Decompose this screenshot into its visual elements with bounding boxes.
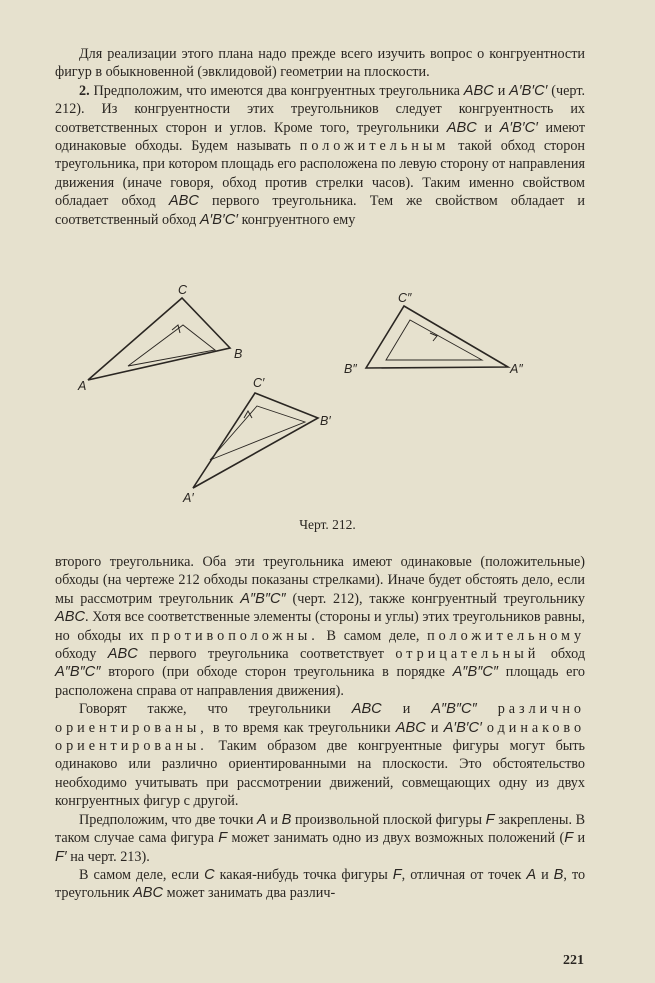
p4-c: Таким образом две конгруентные фигуры могут быть одинаково или различно ориентированными на плоскости. Это обстоятельство необходимо учитывать при рассмотрении движений, совмещающих одну из двух конгруентных фигур с другой. <box>55 738 585 810</box>
paragraph-6: В самом деле, если C какая-нибудь точка фигуры F, отличная от точек A и B, то треугольник ABC может занимать два различ- <box>55 866 586 902</box>
label-C: C <box>178 283 188 297</box>
p4-abc: ABC <box>351 701 382 718</box>
p4-different-spaced: различно ориентированы, <box>55 701 586 736</box>
p5-F: F <box>485 811 495 828</box>
triangle-a2b2c2 <box>366 306 508 368</box>
p3-abc2-3: A″B″C″ <box>452 664 499 681</box>
p6-C: C <box>204 866 215 883</box>
p5-and: и <box>270 811 278 828</box>
p6-F: F <box>392 866 402 883</box>
label-B1: B′ <box>320 414 331 428</box>
p2-and: и <box>497 82 506 99</box>
p5-e: на черт. 213). <box>70 848 150 865</box>
p4-abc2: A″B″C″ <box>431 701 477 718</box>
p6-d: то треугольник <box>55 866 586 902</box>
p5-b: произвольной плоской фигуры <box>294 811 483 828</box>
p3-b: (черт. 212), также конгруентный треугольнику <box>292 590 586 607</box>
p5-F-2: F <box>218 830 228 847</box>
p3-abc: ABC <box>55 609 86 626</box>
p6-B: B <box>553 866 564 883</box>
p4-a: Говорят также, что треугольники <box>79 701 331 718</box>
p2-abc: ABC <box>463 82 494 99</box>
p3-abc2: A″B″C″ <box>240 590 286 607</box>
label-B: B <box>234 347 243 361</box>
p3-f: первого треугольника соответствует <box>149 646 384 663</box>
paragraph-3: второго треугольника. Оба эти треугольника имеют одинаковые (положительные) обходы (на чертеже 212 обходы показаны стрелками). Иначе будет обстоять дело, если мы рассмотрим треугольник A″B″C″ (черт. 212), также конгруентный треугольнику ABC. Хотя все соответственные элементы (стороны и углы) этих треугольников равны, но обходы их противоположны. В самом деле, положительному обходу ABC первого треугольника соответствует отрицательный обход A″B″C″ второго (при обходе сторон треугольника в порядке A″B″C″ площадь его расположена справа от направления движения). <box>55 554 586 699</box>
section-number: 2. <box>79 82 90 99</box>
p5-F-3: F <box>564 830 574 847</box>
p2-abc1: A′B′C′ <box>509 82 548 99</box>
p6-A: A <box>526 866 537 883</box>
figure-caption: Черт. 212. <box>299 517 356 532</box>
p3-negative-spaced: отрицательный <box>395 646 540 663</box>
p2-c: имеют одинаковые обходы. Будем называть <box>55 119 586 155</box>
p2-abc1-3: A′B′C′ <box>199 211 239 228</box>
p3-i: площадь его расположена справа от направления движения). <box>55 664 586 699</box>
paragraph-2 <box>55 82 585 229</box>
p5-B: B <box>281 811 292 828</box>
p2-f: конгруентного ему <box>241 211 356 228</box>
p3-a: второго треугольника. Оба эти треугольника имеют одинаковые (положительные) обходы (на чертеже 212 обходы показаны стрелками). Иначе будет обстоять дело, если мы рассмотрим треугольник <box>55 554 585 607</box>
p3-c: Хотя все соответственные элементы (стороны и углы) этих треугольников равны, но обходы их <box>55 609 585 644</box>
p2-positive-spaced: положительным <box>299 138 450 155</box>
p2-abc-3: ABC <box>168 193 199 210</box>
p5-A: A <box>257 811 267 828</box>
p5-d: может занимать одно из двух возможных положений <box>231 830 556 847</box>
p4-same-spaced: одинаково ориентированы. <box>55 719 586 755</box>
p4-abc1: A′B′C′ <box>443 719 482 736</box>
p3-d: В самом деле, <box>326 627 420 644</box>
p3-g: обход <box>550 646 586 663</box>
label-A: A <box>78 379 87 393</box>
figure-212 <box>0 270 655 540</box>
p2-abc1-2: A′B′C′ <box>499 119 538 136</box>
paragraph-4 <box>55 700 585 810</box>
text-top <box>55 45 585 229</box>
p2-abc-2: ABC <box>446 119 477 136</box>
paragraph-5: Предположим, что две точки A и B произвольной плоской фигуры F закреплены. В таком случае сама фигура F может занимать одно из двух возможных положений (F и F′ на черт. 213). <box>55 811 586 865</box>
paragraph-1 <box>55 45 585 82</box>
label-A2: A″ <box>510 362 523 376</box>
label-C1: C′ <box>253 376 265 390</box>
p5-c: закреплены. В таком случае сама фигура <box>55 811 586 847</box>
text-bottom <box>55 553 585 903</box>
p5-F1: F′ <box>55 848 67 865</box>
p2-b: (черт. 212). Из конгруентности этих треугольников следует конгруентность их соответственных сторон и углов. Кроме того, треугольники <box>55 82 585 136</box>
p4-abc-2: ABC <box>395 719 426 736</box>
p4-b: в то время как треугольники <box>212 719 391 736</box>
p2-e: первого треугольника. Тем же свойством обладает и соответственный обход <box>55 193 586 228</box>
p6-c: отличная от точек <box>410 866 522 883</box>
p4-and: и <box>402 701 411 718</box>
p3-positive-spaced: положительному <box>427 627 586 644</box>
p3-abc2-2: A″B″C″ <box>55 664 101 681</box>
page-number: 221 <box>563 953 584 968</box>
p6-b: какая-нибудь точка фигуры <box>219 866 388 883</box>
p2-and-2: и <box>484 119 493 136</box>
triangle-a1b1c1 <box>193 393 318 488</box>
label-C2: C″ <box>398 291 412 305</box>
p2-a: Предположим, что имеются два конгруентных треугольника <box>93 82 460 99</box>
p6-e: может занимать два различ- <box>166 885 336 902</box>
p3-opposite-spaced: противоположны. <box>151 627 319 644</box>
p5-and-2: и <box>577 830 586 847</box>
p1-text: Для реализации этого плана надо прежде всего изучить вопрос о конгруентности фигур в обыкновенной (эвклидовой) геометрии на плоскости. <box>55 46 585 81</box>
p3-e: обходу <box>55 646 97 663</box>
p3-abc-2: ABC <box>107 646 138 663</box>
p6-and: и <box>541 866 549 883</box>
label-A1: A′ <box>183 491 194 505</box>
p5-a: Предположим, что две точки <box>79 811 254 828</box>
p2-d: такой обход сторон треугольника, при котором площадь его расположена по левую сторону от направления движения (иначе говоря, обход против стрелки часов). Таким именно свойством обладает обход <box>55 138 586 210</box>
triangle-abc <box>88 298 230 380</box>
p6-a: В самом деле, если <box>79 866 200 883</box>
p4-and-2: и <box>430 719 439 736</box>
label-B2: B″ <box>344 362 357 376</box>
p3-h: второго (при обходе сторон треугольника в порядке <box>108 664 445 681</box>
p6-abc: ABC <box>133 885 164 902</box>
